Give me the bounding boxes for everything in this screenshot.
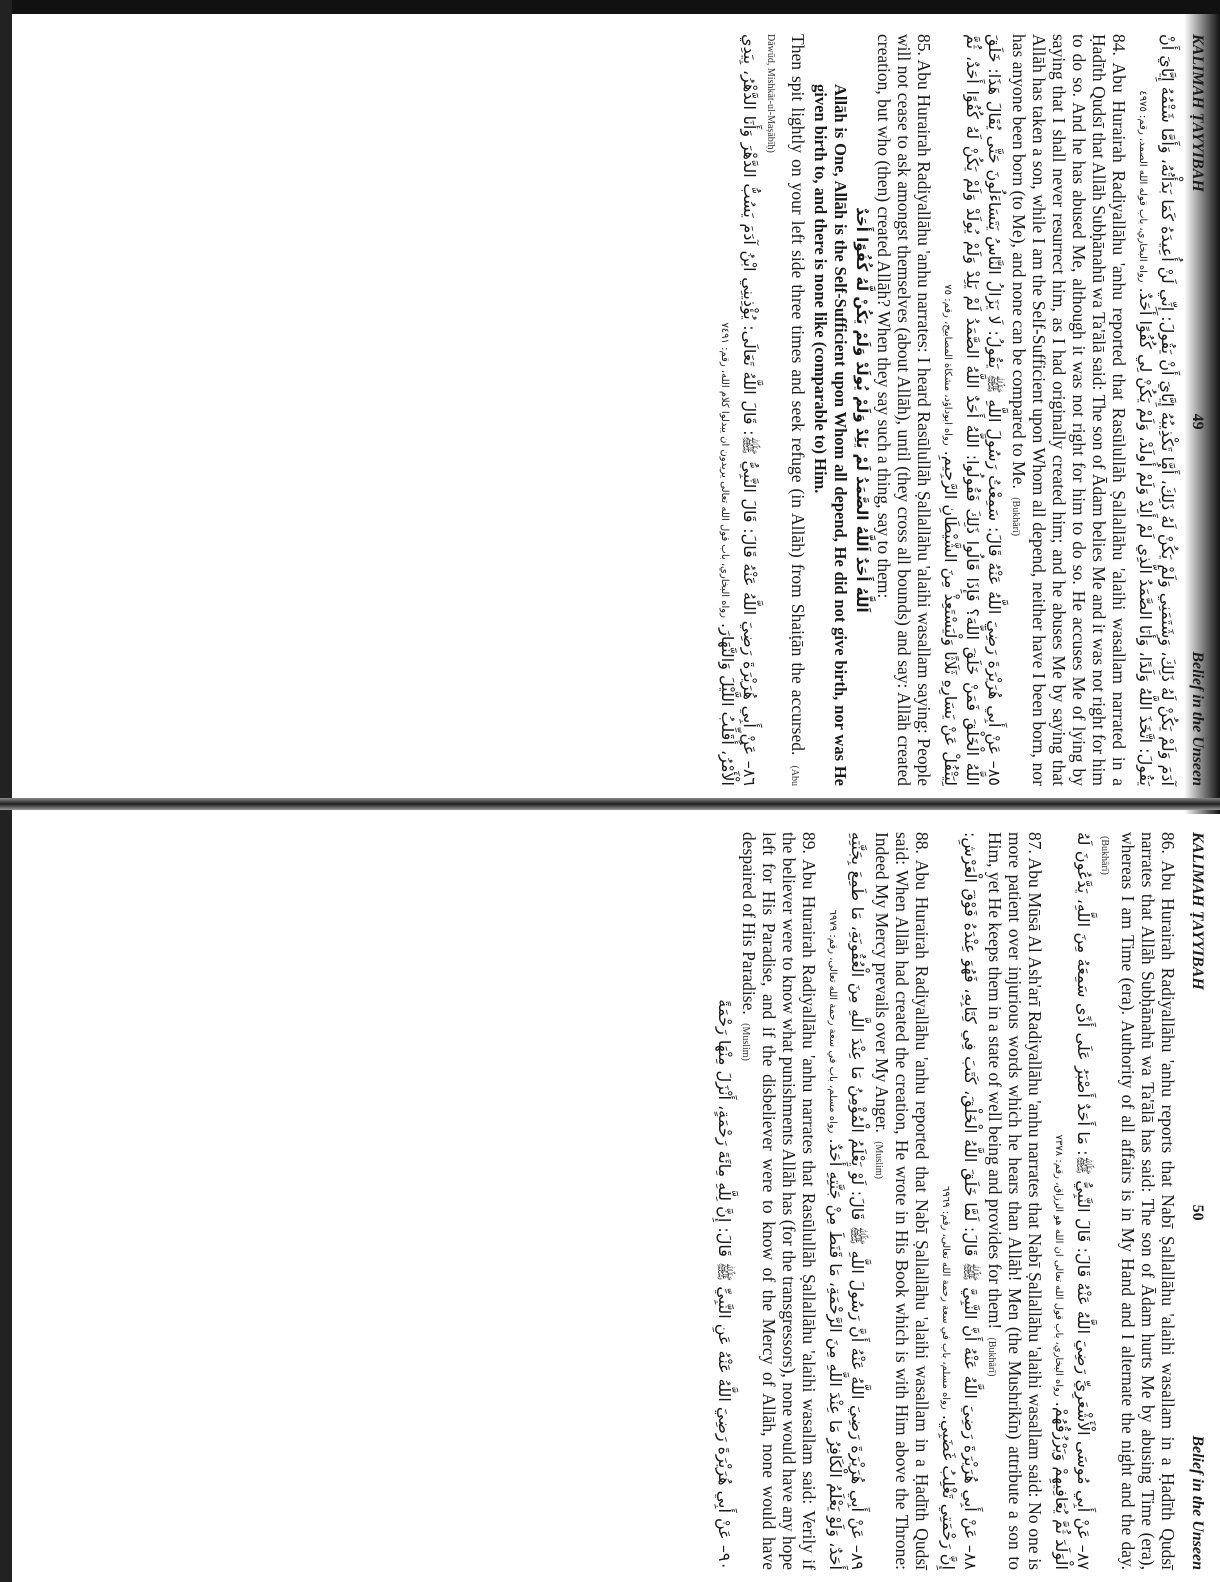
hadith-88-translation: 88. Abu Hurairah Radiyallāhu 'anhu reported that Nabī Ṣallallāhu 'alaihi wasallam in a Ḥadīth Qudsī said: When Allāh had created the creation, He wrote in His Book which is with Him above the Throne: Indeed My Mercy prevails over My Anger. (Muslim) [872, 832, 932, 1570]
source-citation: (Bukhārī) [986, 1337, 997, 1377]
hadith-87-arabic: ٨٧– عَنْ أَبِي مُوسَى الْأَشْعَرِيِّ رَضِيَ اللَّهُ عَنْهُ قَالَ: قَالَ النَّبِيُّ ﷺ: مَا أَحَدٌ أَصْبَرُ عَلَى أَذًى سَمِعَهُ مِنَ اللَّهِ، يَدَّعُونَ لَهُ الْوَلَدَ ثُمَّ يُعَافِيهِمْ وَيَرْزُقُهُمْ. رواه البخاري، باب قول الله تعالى ان الله هو الرزاق، رقم: ٧٣٧٨ [1052, 832, 1093, 1570]
hadith-86-translation: 86. Abu Hurairah Radiyallāhu 'anhu reports that Nabī Ṣallallāhu 'alaihi wasallam in a Ḥadīth Qudsī narrates that Allāh Subḥānahū wa Ta'ālā has said: The son of Ādam hurts Me by abusing Time (era), whereas I am Time (era). Authority of all affairs is in My Hand and I alternate the night and the day. (Bukhārī) [1099, 832, 1178, 1570]
running-subtitle: Belief in the Unseen [1189, 1435, 1206, 1570]
book-page-50 [6, 812, 1214, 1582]
page-header [1184, 832, 1206, 1570]
quran-verse-translation: Allāh is One, Allāh is the Self-Sufficient upon Whom all depend, He did not give birth, nor was He given birth to, and there is none like (comparable to) Him. [811, 84, 850, 786]
running-subtitle: Belief in the Unseen [1189, 651, 1206, 786]
running-title: KALIMAH ṬAYYIBAH [1189, 34, 1206, 192]
page-body [713, 832, 1178, 1570]
arabic-text: آدَمَ وَلَمْ يَكُنْ لَهُ ذَلِكَ، وَشَتَمَنِي وَلَمْ يَكُنْ لَهُ ذَلِكَ، أَمَّا تَكْذِيبُهُ إِيَّايَ أَنْ يَقُولَ: إِنِّي لَنْ أُعِيدَهُ كَمَا بَدَأْتُهُ، وَأَمَّا شَتْمُهُ إِيَّايَ أَنْ يَقُولَ: اتَّخَذَ اللَّهُ وَلَدًا، وَأَنَا الصَّمَدُ الَّذِي لَمْ أَلِدْ وَلَمْ أُولَدْ، وَلَمْ يَكُنْ لِي كُفُوًا أَحَدٌ. رواه البخاري، باب قوله الله الصمد، رقم: ٤٩٧٥ [1136, 34, 1177, 786]
source-citation: (Bukhārī) [1010, 497, 1021, 537]
source-citation: (Muslim) [740, 1023, 751, 1061]
quran-verse-arabic: اَللَّهُ أَحَدٌ اَللَّهُ الصَّمَدُ لَمْ يَلِدْ وَلَمْ يُولَدْ وَلَمْ يَكُنْ لَّهُ كُفُوًا أَحَدٌ [853, 207, 871, 613]
source-citation: (Bukhārī) [1099, 836, 1110, 875]
arabic-reference: رواه البخاري، باب قول الله تعالى يريدون ان يبدلوا كلام الله، رقم: ٧٤٩١ [719, 322, 730, 618]
book-page-49 [6, 14, 1214, 798]
arabic-reference: رواه البخاري، باب قول الله تعالى ان الله هو الرزاق، رقم: ٧٣٧٨ [1053, 1134, 1064, 1397]
hadith-88-arabic: ٨٨– عَنْ أَبِي هُرَيْرَةَ رَضِيَ اللَّهُ عَنْهُ أَنَّ النَّبِيَّ ﷺ قَالَ: لَمَّا خَلَقَ اللَّهُ الْخَلْقَ، كَتَبَ فِي كِتَابِهِ، فَهُوَ عِنْدَهُ فَوْقَ الْعَرْشِ: إِنَّ رَحْمَتِي تَغْلِبُ غَضَبِي. رواه مسلم، باب في سعة رحمة الله تعالى، رقم: ٦٩٦٩ [939, 832, 980, 1570]
source-citation: (Muslim) [873, 1141, 884, 1179]
hadith-84-translation: 84. Abu Hurairah Radiyallāhu 'anhu reported that Rasūlullāh Ṣallallāhu 'alaihi wasallam narrated in a Ḥadīth Qudsī that Allāh Subḥānahū wa Ta'ālā said: The son of Ādam belies Me and it was not right for him to do so. And he has abused Me, although it was not right for him to do so. He accuses Me of lying by saying that I shall never resurrect him, as I had originally created him; and he abuses Me by saying that Allāh has taken a son, while I am the Self-Sufficient upon Whom all depend, neither have I been born, nor has anyone been born (to Me), and none can be compared to Me. (Bukhārī) [1009, 34, 1129, 786]
hadith-85-arabic: ٨٥– عَنْ أَبِي هُرَيْرَةَ رَضِيَ اللَّهُ عَنْهُ قَالَ: سَمِعْتُ رَسُولَ اللَّهِ ﷺ يَقُولُ: لَا يَزَالُ النَّاسُ يَتَسَاءَلُونَ حَتَّى يُقَالَ هَذَا: خَلَقَ اللَّهُ الْخَلْقَ فَمَنْ خَلَقَ اللَّهَ؟ فَإِذَا قَالُوا ذَلِكَ فَقُولُوا: اللَّهُ أَحَدٌ اللَّهُ الصَّمَدُ لَمْ يَلِدْ وَلَمْ يُولَدْ وَلَمْ يَكُنْ لَهُ كُفُوًا أَحَدٌ، ثُمَّ لِيَتْفُلْ عَنْ يَسَارِهِ ثَلَاثًا وَلْيَسْتَعِذْ مِنَ الشَّيْطَانِ الرَّجِيمِ. رواه ابوداؤد، مشكاة المصابيح، رقم: ٧٥ [941, 34, 1004, 786]
hadith-86-arabic: ٨٦– عَنْ أَبِي هُرَيْرَةَ رَضِيَ اللَّهُ عَنْهُ قَالَ: قَالَ النَّبِيُّ ﷺ: قَالَ اللَّهُ تَعَالَى: يُؤْذِينِي ابْنُ آدَمَ يَسُبُّ الدَّهْرَ وَأَنَا الدَّهْرُ، بِيَدِي الْأَمْرُ، أُقَلِّبُ اللَّيْلَ وَالنَّهَارَ. رواه البخاري، باب قول الله تعالى يريدون ان يبدلوا كلام الله، رقم: ٧٤٩١ [718, 34, 759, 786]
arabic-reference: رواه ابوداؤد، مشكاة المصابيح، رقم: ٧٥ [942, 284, 953, 446]
page-body [713, 34, 1178, 786]
page-49-content [6, 14, 1214, 798]
book-gutter [0, 798, 1220, 810]
hadith-89-arabic: ٨٩– عَنْ أَبِي هُرَيْرَةَ رَضِيَ اللَّهُ عَنْهُ أَنَّ رَسُولَ اللَّهِ ﷺ قَالَ: لَوْ يَعْلَمُ الْمُؤْمِنُ مَا عِنْدَ اللَّهِ مِنَ الْعُقُوبَةِ، مَا طَمِعَ بِجَنَّتِهِ أَحَدٌ، وَلَوْ يَعْلَمُ الْكَافِرُ مَا عِنْدَ اللَّهِ مِنَ الرَّحْمَةِ، مَا قَنَطَ مِنْ جَنَّتِهِ أَحَدٌ. رواه مسلم، باب في سعة رحمة الله تعالى، رقم: ٦٩٧٩ [826, 832, 867, 1570]
running-title: KALIMAH ṬAYYIBAH [1189, 832, 1206, 990]
page-header [1184, 34, 1206, 786]
page-number: 49 [1189, 413, 1206, 430]
hadith-89-translation: 89. Abu Hurairah Radiyallāhu 'anhu narrates that Rasūlullāh Ṣallallāhu 'alaihi wasallam said: Verily if the believer were to know what punishments Allāh has (for the transgressors), none would have any hope left for His Paradise, and if the disbeliever were to know of the Mercy of Allāh, none would have despaired of His Paradise. (Muslim) [739, 832, 819, 1570]
hadith-90-arabic: ٩٠– عَنْ أَبِي هُرَيْرَةَ رَضِيَ اللَّهُ عَنْهُ عَنِ النَّبِيِّ ﷺ قَالَ: إِنَّ لِلَّهِ مِائَةَ رَحْمَةٍ، أَنْزَلَ مِنْهَا رَحْمَةً [715, 999, 734, 1570]
hadith-87-translation: 87. Abu Mūsā Al Ash'arī Radiyallāhu 'anhu narrates that Nabī Ṣallallāhu 'alaihi wasallam said: No one is more patient over injurious words which he hears than Allāh! Men (the Mushrikīn) attribute a son to Him, yet He keeps them in a state of well being and provides for them! (Bukhārī) [985, 832, 1045, 1570]
hadith-85-translation: 85. Abu Hurairah Radiyallāhu 'anhu narrates: I heard Rasūlullāh Ṣallallāhu 'alaihi wasallam saying: People will not cease to ask amongst themselves (about Allāh), until (they cross all bounds) and say: Allāh created creation, but who (then) created Allāh? When they say such a thing, say to them: [874, 34, 934, 786]
arabic-reference: رواه البخاري، باب قوله الله الصمد، رقم: ٤٩٧٥ [1137, 90, 1148, 283]
page-50-content [6, 812, 1214, 1582]
scan-edge-top [0, 0, 1220, 14]
hadith-85-continuation: Then spit lightly on your left side three times and seek refuge (in Allāh) from Shaiṭān the accursed. (Abu Dāwūd, Mishkāt-ul-Maṣābīḥ) [765, 34, 808, 786]
page-number: 50 [1189, 1204, 1206, 1221]
source-citation: (Abu Dāwūd, Mishkāt-ul-Maṣābīḥ) [765, 34, 800, 786]
arabic-reference: رواه مسلم، باب في سعة رحمة الله تعالى، رقم: ٦٩٦٩ [940, 1186, 951, 1410]
arabic-reference: رواه مسلم، باب في سعة رحمة الله تعالى، رقم: ٦٩٧٩ [827, 909, 838, 1134]
